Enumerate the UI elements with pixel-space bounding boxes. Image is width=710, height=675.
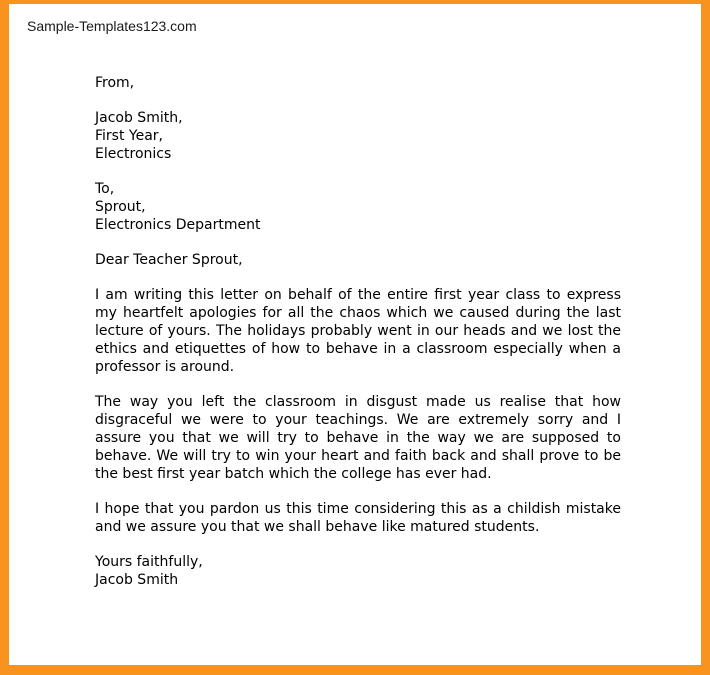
salutation: Dear Teacher Sprout,	[95, 252, 243, 268]
paragraph-pardon: I hope that you pardon us this time considering this as a childish mistake and we assure you that we shall behave like matured students.	[95, 501, 621, 535]
from-name: Jacob Smith,	[95, 110, 183, 126]
paragraph-realisation: The way you left the classroom in disgust made us realise that how disgraceful we were to your teachings. We are extremely sorry and I assure you that we will try to behave in the way we are supposed to behave. We will try to win your heart and faith back and shall prove to be the best first year batch which the college has ever had.	[95, 394, 621, 482]
letter-body	[95, 74, 621, 589]
closing: Yours faithfully,	[95, 554, 203, 570]
watermark-text: Sample-Templates123.com	[27, 18, 197, 34]
from-year: First Year,	[95, 128, 164, 144]
paragraph-apology: I am writing this letter on behalf of the entire first year class to express my heartfelt apologies for all the chaos which we caused during the last lecture of yours. The holidays probably went in our heads and we lost the ethics and etiquettes of how to behave in a classroom especially when a professor is around.	[95, 287, 621, 375]
signature: Jacob Smith	[95, 572, 179, 588]
from-heading: From,	[95, 75, 135, 91]
to-department: Electronics Department	[95, 217, 261, 233]
to-heading: To,	[95, 181, 115, 197]
to-name: Sprout,	[95, 199, 146, 215]
from-department: Electronics	[95, 146, 172, 162]
